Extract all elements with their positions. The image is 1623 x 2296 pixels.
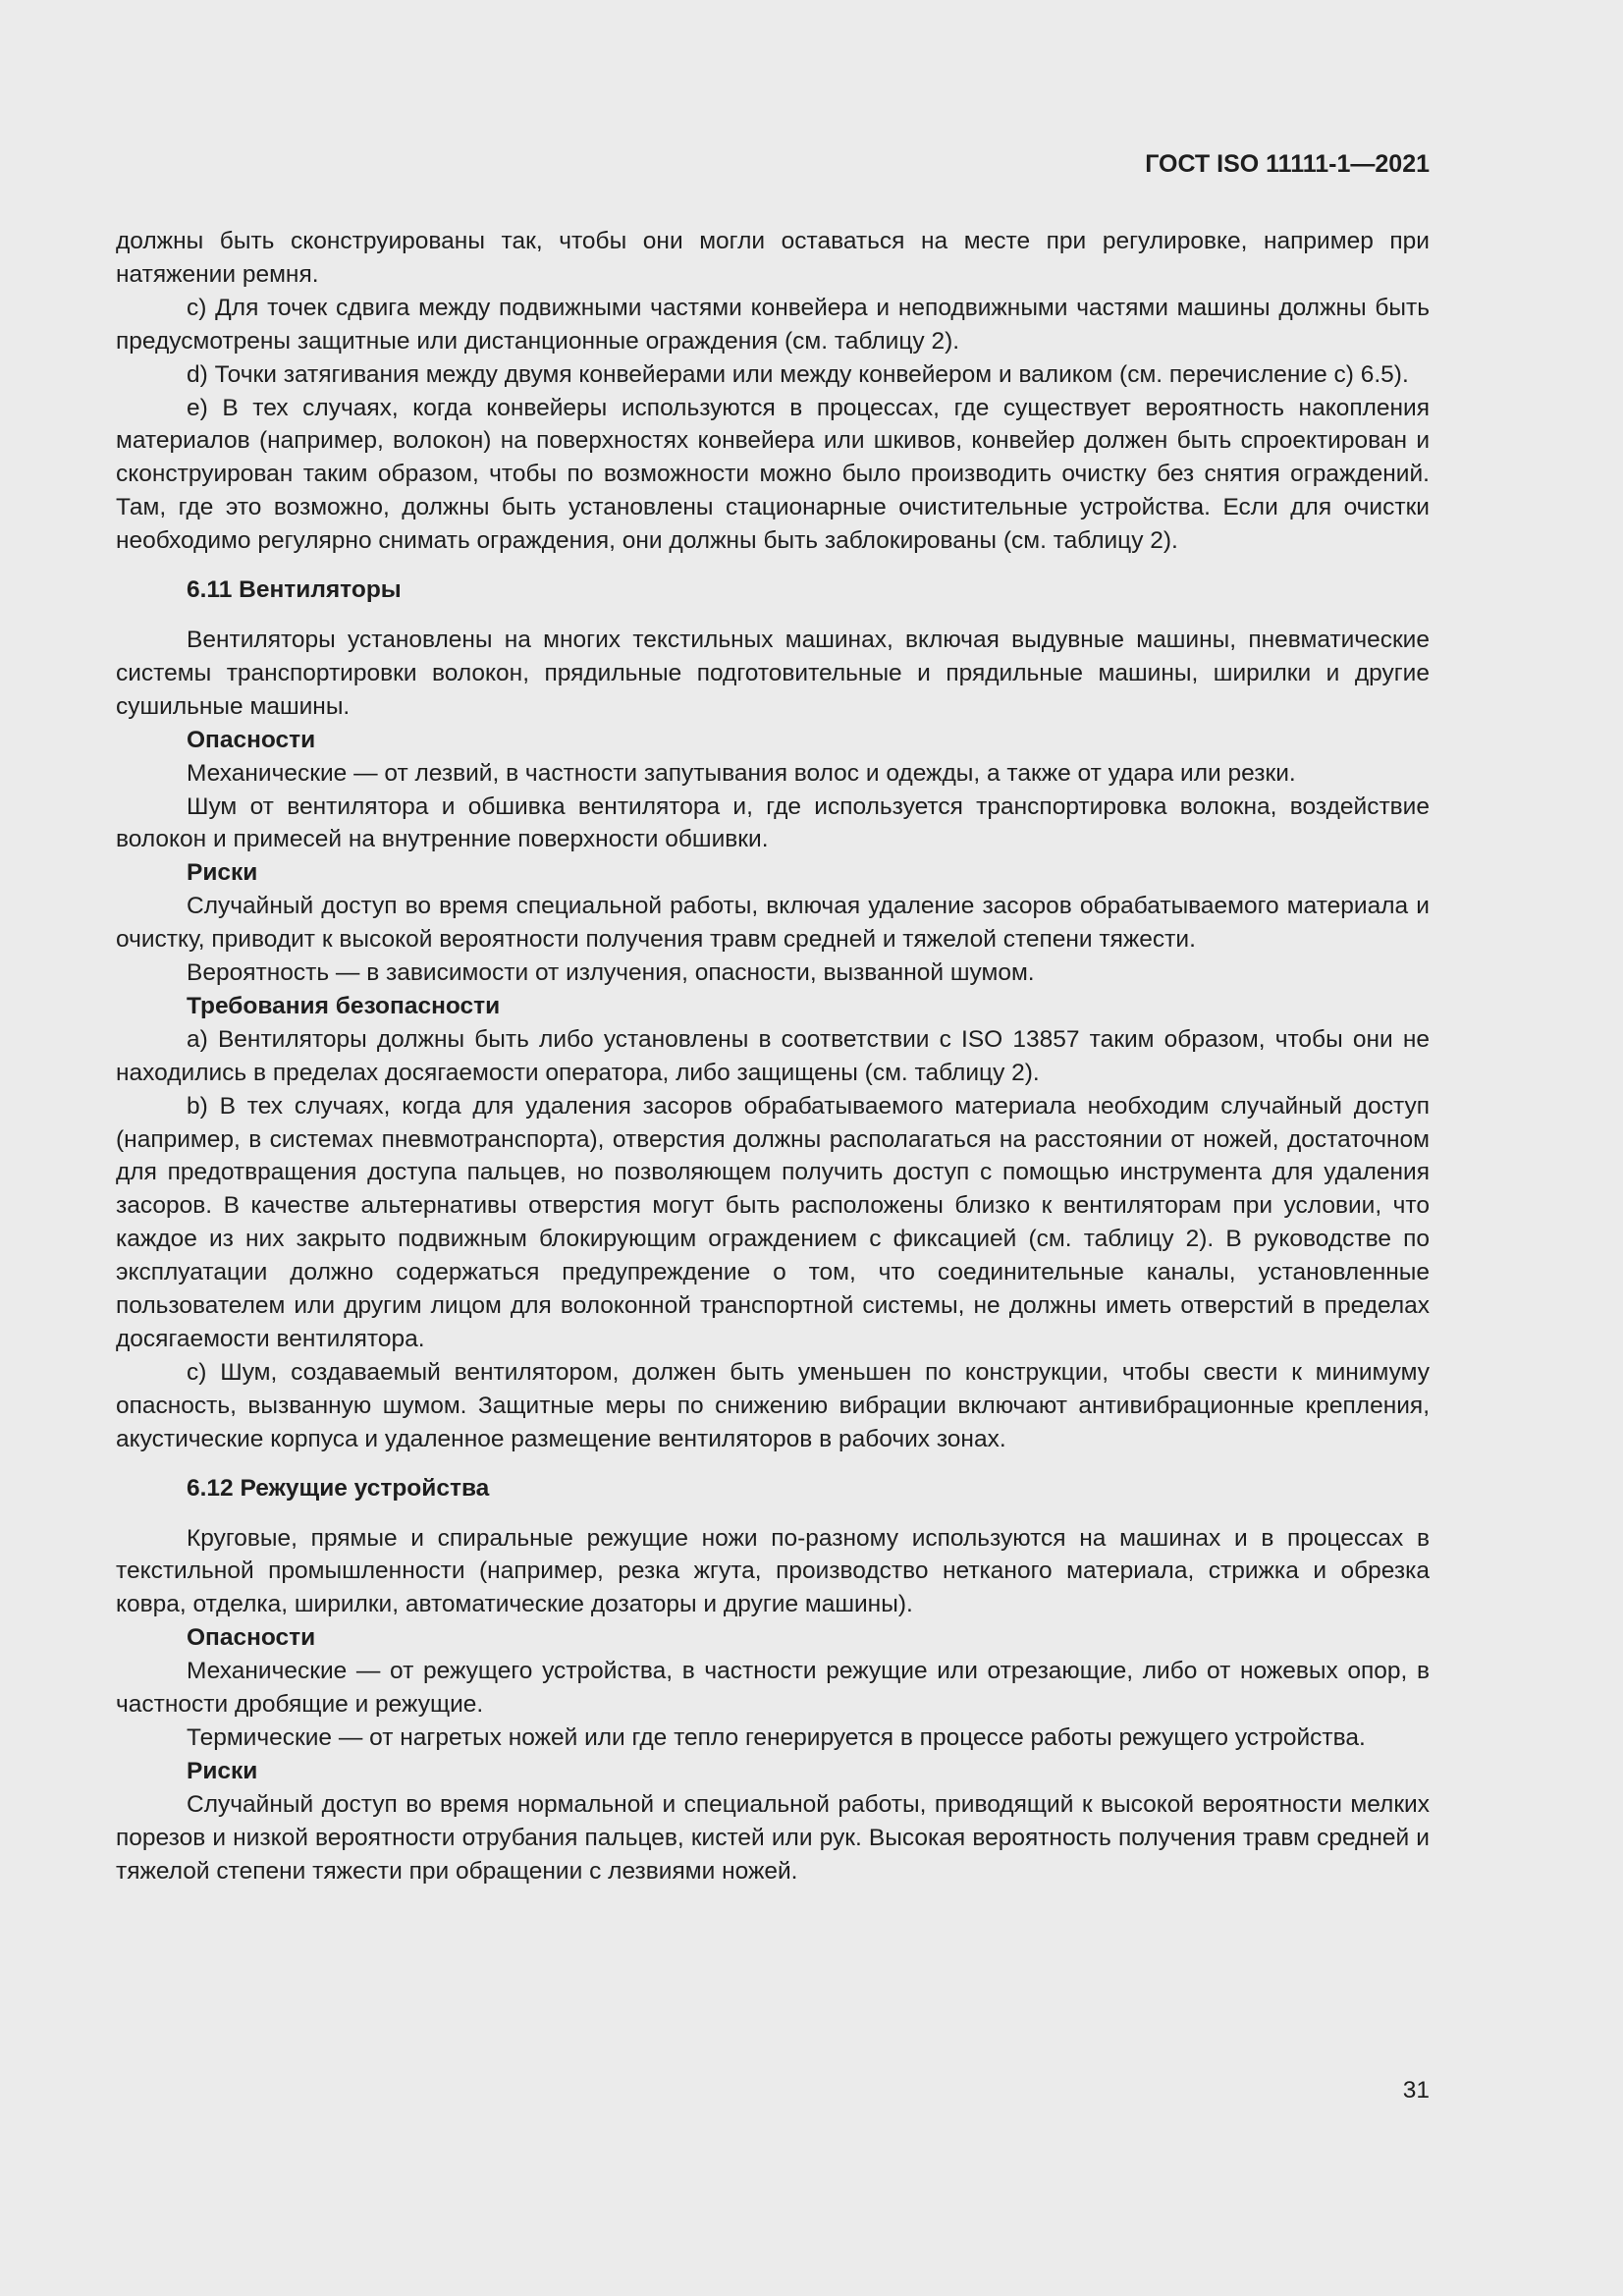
- page-number: 31: [1402, 2077, 1430, 2104]
- paragraph: Механические — от режущего устройства, в частности режущие или отрезающие, либо от ножевых опор, в частности дробящие и режущие.: [116, 1658, 1430, 1719]
- section-heading-6-12: 6.12 Режущие устройства: [187, 1474, 490, 1502]
- subheading-risks: Риски: [187, 1757, 258, 1784]
- paragraph: должны быть сконструированы так, чтобы они могли оставаться на месте при регулировке, например при натяжении ремня.: [116, 228, 1430, 288]
- list-item-c: c) Шум, создаваемый вентилятором, должен быть уменьшен по конструкции, чтобы свести к минимуму опасность, вызванную шумом. Защитные меры по снижению вибрации включают антивибрационные крепления, акустические корпуса и удаленное размещение вентиляторов в рабочих зонах.: [116, 1358, 1430, 1452]
- list-item-d: d) Точки затягивания между двумя конвейерами или между конвейером и валиком (см. перечисление с) 6.5).: [187, 360, 1409, 388]
- section-heading-6-11: 6.11 Вентиляторы: [187, 576, 402, 604]
- section-intro: Круговые, прямые и спиральные режущие ножи по-разному используются на машинах и в процессах в текстильной промышленности (например, резка жгута, производство нетканого материала, стрижка и обрезка ковра, отделка, ширилки, автоматические дозаторы и другие машины).: [116, 1524, 1430, 1618]
- subheading-risks: Риски: [187, 859, 258, 887]
- paragraph: Случайный доступ во время нормальной и специальной работы, приводящий к высокой вероятности мелких порезов и низкой вероятности отрубания пальцев, кистей или рук. Высокая вероятность получения травм средней и тяжелой степени тяжести при обращении с лезвиями ножей.: [116, 1790, 1430, 1885]
- list-item-b: b) В тех случаях, когда для удаления засоров обрабатываемого материала необходим случайный доступ (например, в системах пневмотранспорта), отверстия должны располагаться на расстоянии от ножей, достаточном для предотвращения доступа пальцев, но позволяющем получить доступ с помощью инструмента для удаления засоров. В качестве альтернативы отверстия могут быть расположены близко к вентиляторам при условии, что каждое из них закрыто подвижным блокирующим ограждением с фиксацией (см. таблицу 2). В руководстве по эксплуатации должно содержаться предупреждение о том, что соединительные каналы, установленные пользователем или другим лицом для волоконной транспортной системы, не должны иметь отверстий в пределах досягаемости вентилятора.: [116, 1092, 1430, 1352]
- paragraph: Термические — от нагретых ножей или где тепло генерируется в процессе работы режущего устройства.: [187, 1723, 1366, 1751]
- paragraph: Шум от вентилятора и обшивка вентилятора и, где используется транспортировка волокна, воздействие волокон и примесей на внутренние поверхности обшивки.: [116, 793, 1430, 853]
- paragraph: Механические — от лезвий, в частности запутывания волос и одежды, а также от удара или резки.: [187, 759, 1296, 787]
- subheading-safety-requirements: Требования безопасности: [187, 992, 501, 1019]
- document-code-header: ГОСТ ISO 11111-1—2021: [1145, 150, 1430, 178]
- section-intro: Вентиляторы установлены на многих текстильных машинах, включая выдувные машины, пневматические системы транспортировки волокон, прядильные подготовительные и прядильные машины, ширилки и другие сушильные машины.: [116, 626, 1430, 720]
- subheading-hazards: Опасности: [187, 1624, 316, 1652]
- list-item-a: a) Вентиляторы должны быть либо установлены в соответствии с ISO 13857 таким образом, чтобы они не находились в пределах досягаемости оператора, либо защищены (см. таблицу 2).: [116, 1025, 1430, 1086]
- paragraph: Случайный доступ во время специальной работы, включая удаление засоров обрабатываемого материала и очистку, приводит к высокой вероятности получения травм средней и тяжелой степени тяжести.: [116, 893, 1430, 954]
- list-item-c: с) Для точек сдвига между подвижными частями конвейера и неподвижными частями машины должны быть предусмотрены защитные или дистанционные ограждения (см. таблицу 2).: [116, 294, 1430, 355]
- paragraph: Вероятность — в зависимости от излучения, опасности, вызванной шумом.: [187, 959, 1035, 987]
- subheading-hazards: Опасности: [187, 726, 316, 753]
- document-body: [116, 225, 1430, 1888]
- document-page: [116, 147, 1430, 2160]
- list-item-e: е) В тех случаях, когда конвейеры используются в процессах, где существует вероятность накопления материалов (например, волокон) на поверхностях конвейера или шкивов, конвейер должен быть спроектирован и сконструирован таким образом, чтобы по возможности можно было производить очистку без снятия ограждений. Там, где это возможно, должны быть установлены стационарные очистительные устройства. Если для очистки необходимо регулярно снимать ограждения, они должны быть заблокированы (см. таблицу 2).: [116, 394, 1430, 555]
